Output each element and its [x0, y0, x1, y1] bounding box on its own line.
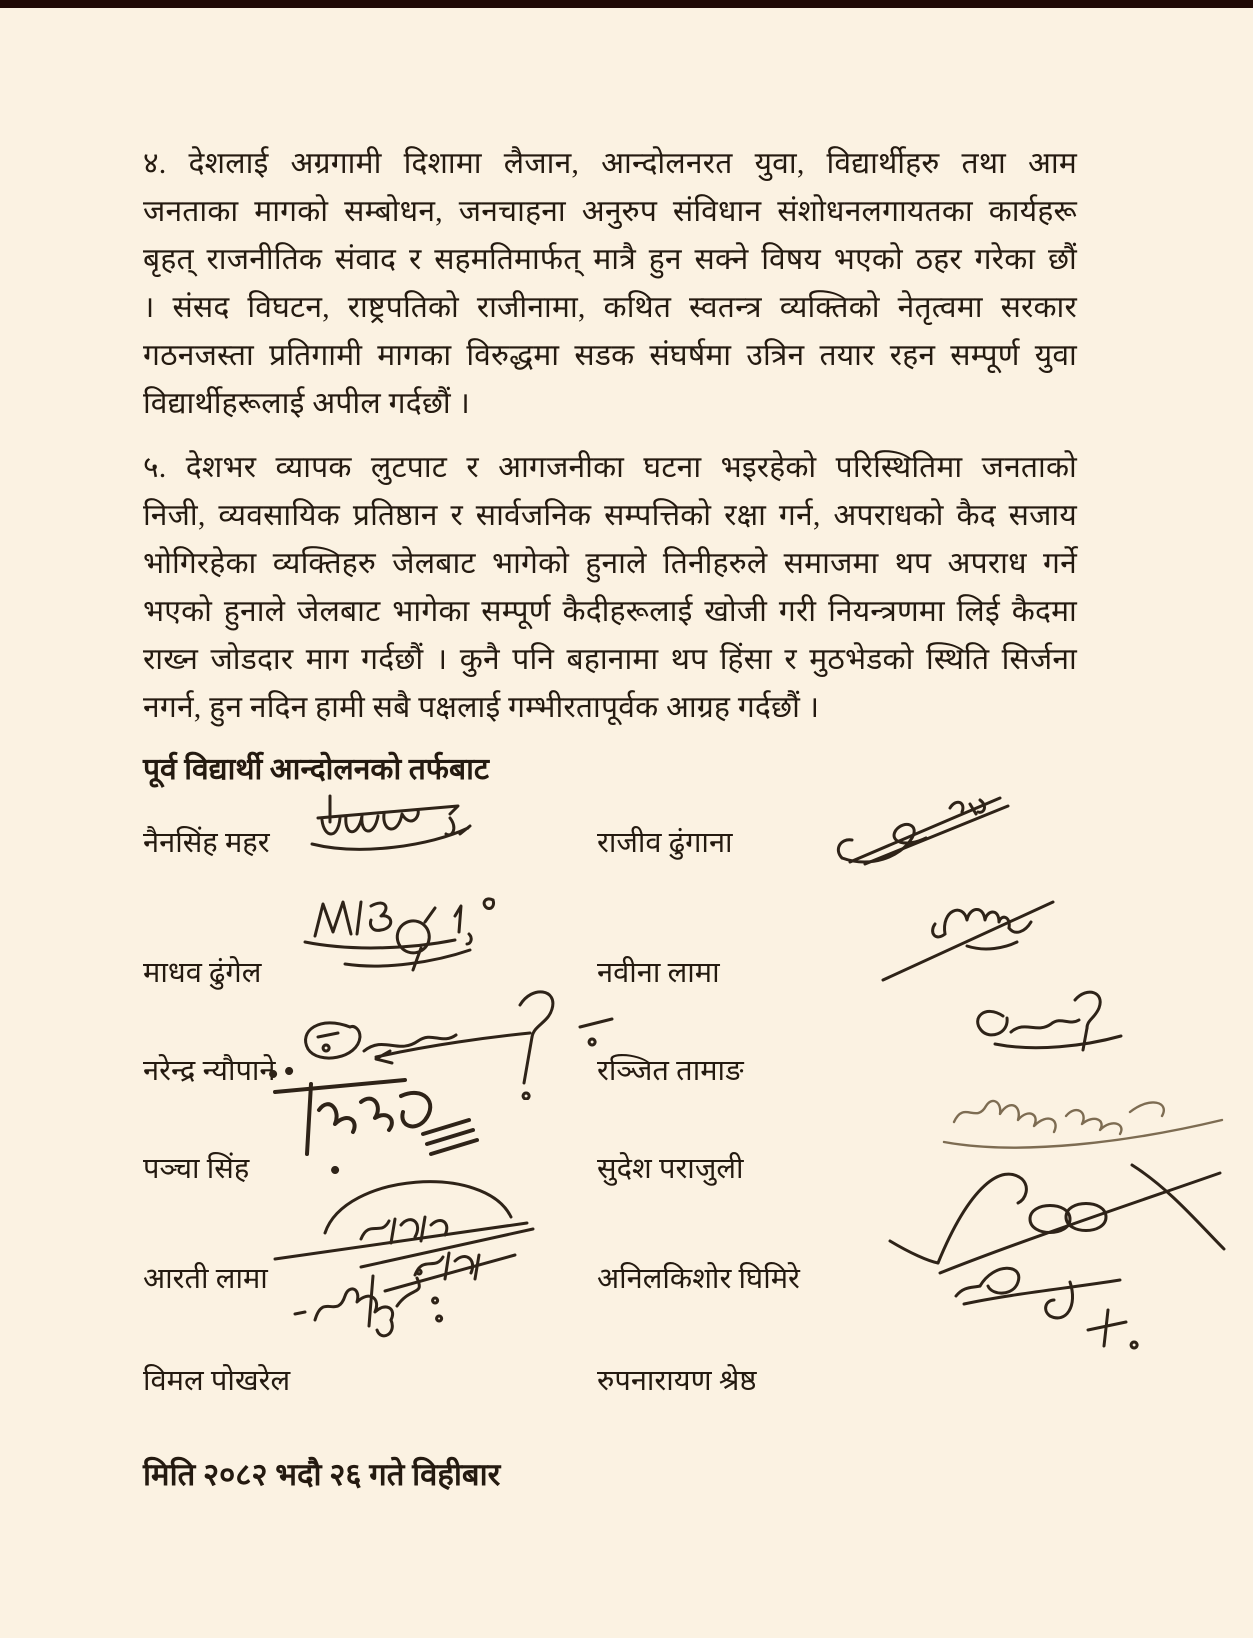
paragraph-line: ४. देशलाई अग्रगामी दिशामा लैजान, आन्दोलनरत युवा, विद्यार्थीहरु तथा आम: [143, 147, 1077, 180]
signatory-name: सुदेश पराजुली: [597, 1153, 744, 1185]
page-top-edge: [0, 0, 1253, 8]
signatory-name: रुपनारायण श्रेष्ठ: [597, 1365, 757, 1397]
signatory-name: विमल पोखरेल: [143, 1365, 291, 1397]
signature-nainsingh-mahar: [300, 788, 490, 873]
paragraph-line: ५. देशभर व्यापक लुटपाट र आगजनीका घटना भइरहेको परिस्थितिमा जनताको: [143, 451, 1077, 484]
signatory-name: नरेन्द्र न्यौपाने: [143, 1055, 276, 1087]
signature-rajiv-dhungana: [830, 780, 1020, 870]
paragraph-line: बृहत् राजनीतिक संवाद र सहमतिमार्फत् मात्रै हुन सक्ने विषय भएको ठहर गरेका छौं: [143, 243, 1077, 276]
signatory-name: नवीना लामा: [597, 957, 720, 989]
paragraph-line: । संसद विघटन, राष्ट्रपतिको राजीनामा, कथित स्वतन्त्र व्यक्तिको नेतृत्वमा सरकार: [143, 291, 1077, 324]
signature-nabina-lama: [875, 872, 1075, 987]
paragraph-line: जनताका मागको सम्बोधन, जनचाहना अनुरुप संविधान संशोधनलगायतका कार्यहरू: [143, 195, 1077, 228]
signatory-name: अनिलकिशोर घिमिरे: [597, 1263, 800, 1295]
signature-ranjit-tamang: [955, 980, 1155, 1065]
paragraph-line: विद्यार्थीहरूलाई अपील गर्दछौं ।: [143, 387, 471, 420]
signatories-heading: पूर्व विद्यार्थी आन्दोलनको तर्फबाट: [143, 753, 489, 786]
paragraph-line: भएको हुनाले जेलबाट भागेका सम्पूर्ण कैदीहरूलाई खोजी गरी नियन्त्रणमा लिई कैदमा: [143, 595, 1077, 628]
paragraph-line: भोगिरहेका व्यक्तिहरु जेलबाट भागेको हुनाले तिनीहरुले समाजमा थप अपराध गर्ने: [143, 547, 1077, 580]
paragraph-line: निजी, व्यवसायिक प्रतिष्ठान र सार्वजनिक सम्पत्तिको रक्षा गर्न, अपराधको कैद सजाय: [143, 499, 1077, 532]
paragraph-line: गठनजस्ता प्रतिगामी मागका विरुद्धमा सडक संघर्षमा उत्रिन तयार रहन सम्पूर्ण युवा: [143, 339, 1077, 372]
statement-paragraph-5: [143, 444, 1077, 732]
signatory-name: माधव ढुंगेल: [143, 957, 262, 989]
signatory-name: नैनसिंह महर: [143, 827, 270, 859]
signature-bimal-pokharel: [285, 1262, 545, 1357]
paragraph-line: नगर्न, हुन नदिन हामी सबै पक्षलाई गम्भीरतापूर्वक आग्रह गर्दछौं ।: [143, 691, 820, 724]
signatory-name: पञ्चा सिंह: [143, 1153, 250, 1185]
date-line: मिति २०८२ भदौ २६ गते विहीबार: [143, 1457, 501, 1492]
signatory-name: आरती लामा: [143, 1263, 268, 1295]
signature-madhav-dhungel: [285, 878, 535, 983]
signature-rupnarayan-shrestha: [920, 1252, 1190, 1362]
signatory-name: राजीव ढुंगाना: [597, 827, 733, 859]
statement-paragraph-4: [143, 140, 1077, 428]
signatory-name: रञ्जित तामाङ: [597, 1055, 744, 1087]
paragraph-line: राख्न जोडदार माग गर्दछौं । कुनै पनि बहानामा थप हिंसा र मुठभेडको स्थिति सिर्जना: [143, 643, 1077, 676]
